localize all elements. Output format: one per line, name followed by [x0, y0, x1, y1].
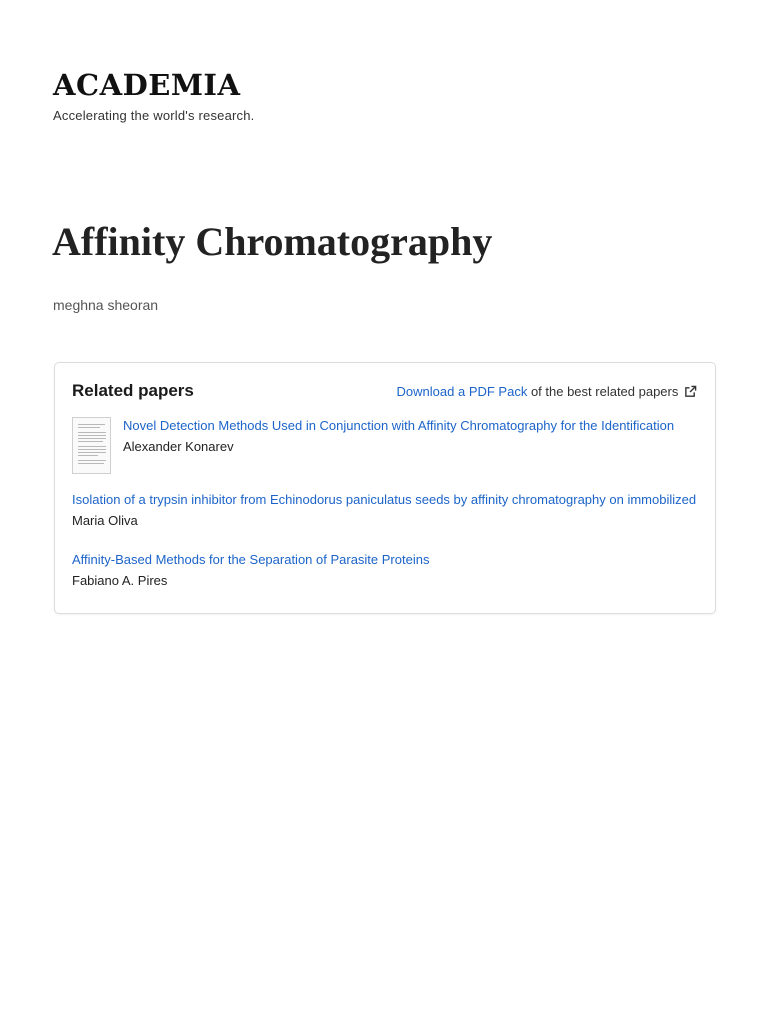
related-paper-text	[123, 417, 700, 456]
pdf-pack-suffix: of the best related papers	[527, 384, 679, 399]
related-paper-author: Fabiano A. Pires	[72, 573, 168, 588]
related-papers-panel	[54, 362, 716, 614]
related-papers-heading: Related papers	[72, 381, 194, 400]
related-paper-title-link[interactable]: Novel Detection Methods Used in Conjunction with Affinity Chromatography for the Identification	[123, 418, 675, 433]
academia-logo[interactable]: ACADEMIA	[53, 68, 241, 102]
document-title: Affinity Chromatography	[52, 219, 493, 264]
tagline: Accelerating the world's research.	[53, 108, 255, 123]
related-paper-author: Maria Oliva	[72, 513, 138, 528]
download-pdf-pack-link[interactable]: Download a PDF Pack	[396, 384, 528, 399]
related-paper-title-link[interactable]: Affinity-Based Methods for the Separation of Parasite Proteins	[72, 552, 430, 567]
document-author[interactable]: meghna sheoran	[53, 297, 159, 313]
related-paper-author: Alexander Konarev	[123, 439, 234, 454]
related-paper-text	[72, 491, 700, 530]
pdf-pack-line	[397, 384, 697, 399]
related-paper-text	[72, 551, 700, 590]
document-thumbnail-icon[interactable]	[72, 417, 111, 474]
related-paper-title-link[interactable]: Isolation of a trypsin inhibitor from Echinodorus paniculatus seeds by affinity chromatography on immobilized	[72, 492, 697, 507]
external-link-icon[interactable]	[684, 385, 697, 398]
